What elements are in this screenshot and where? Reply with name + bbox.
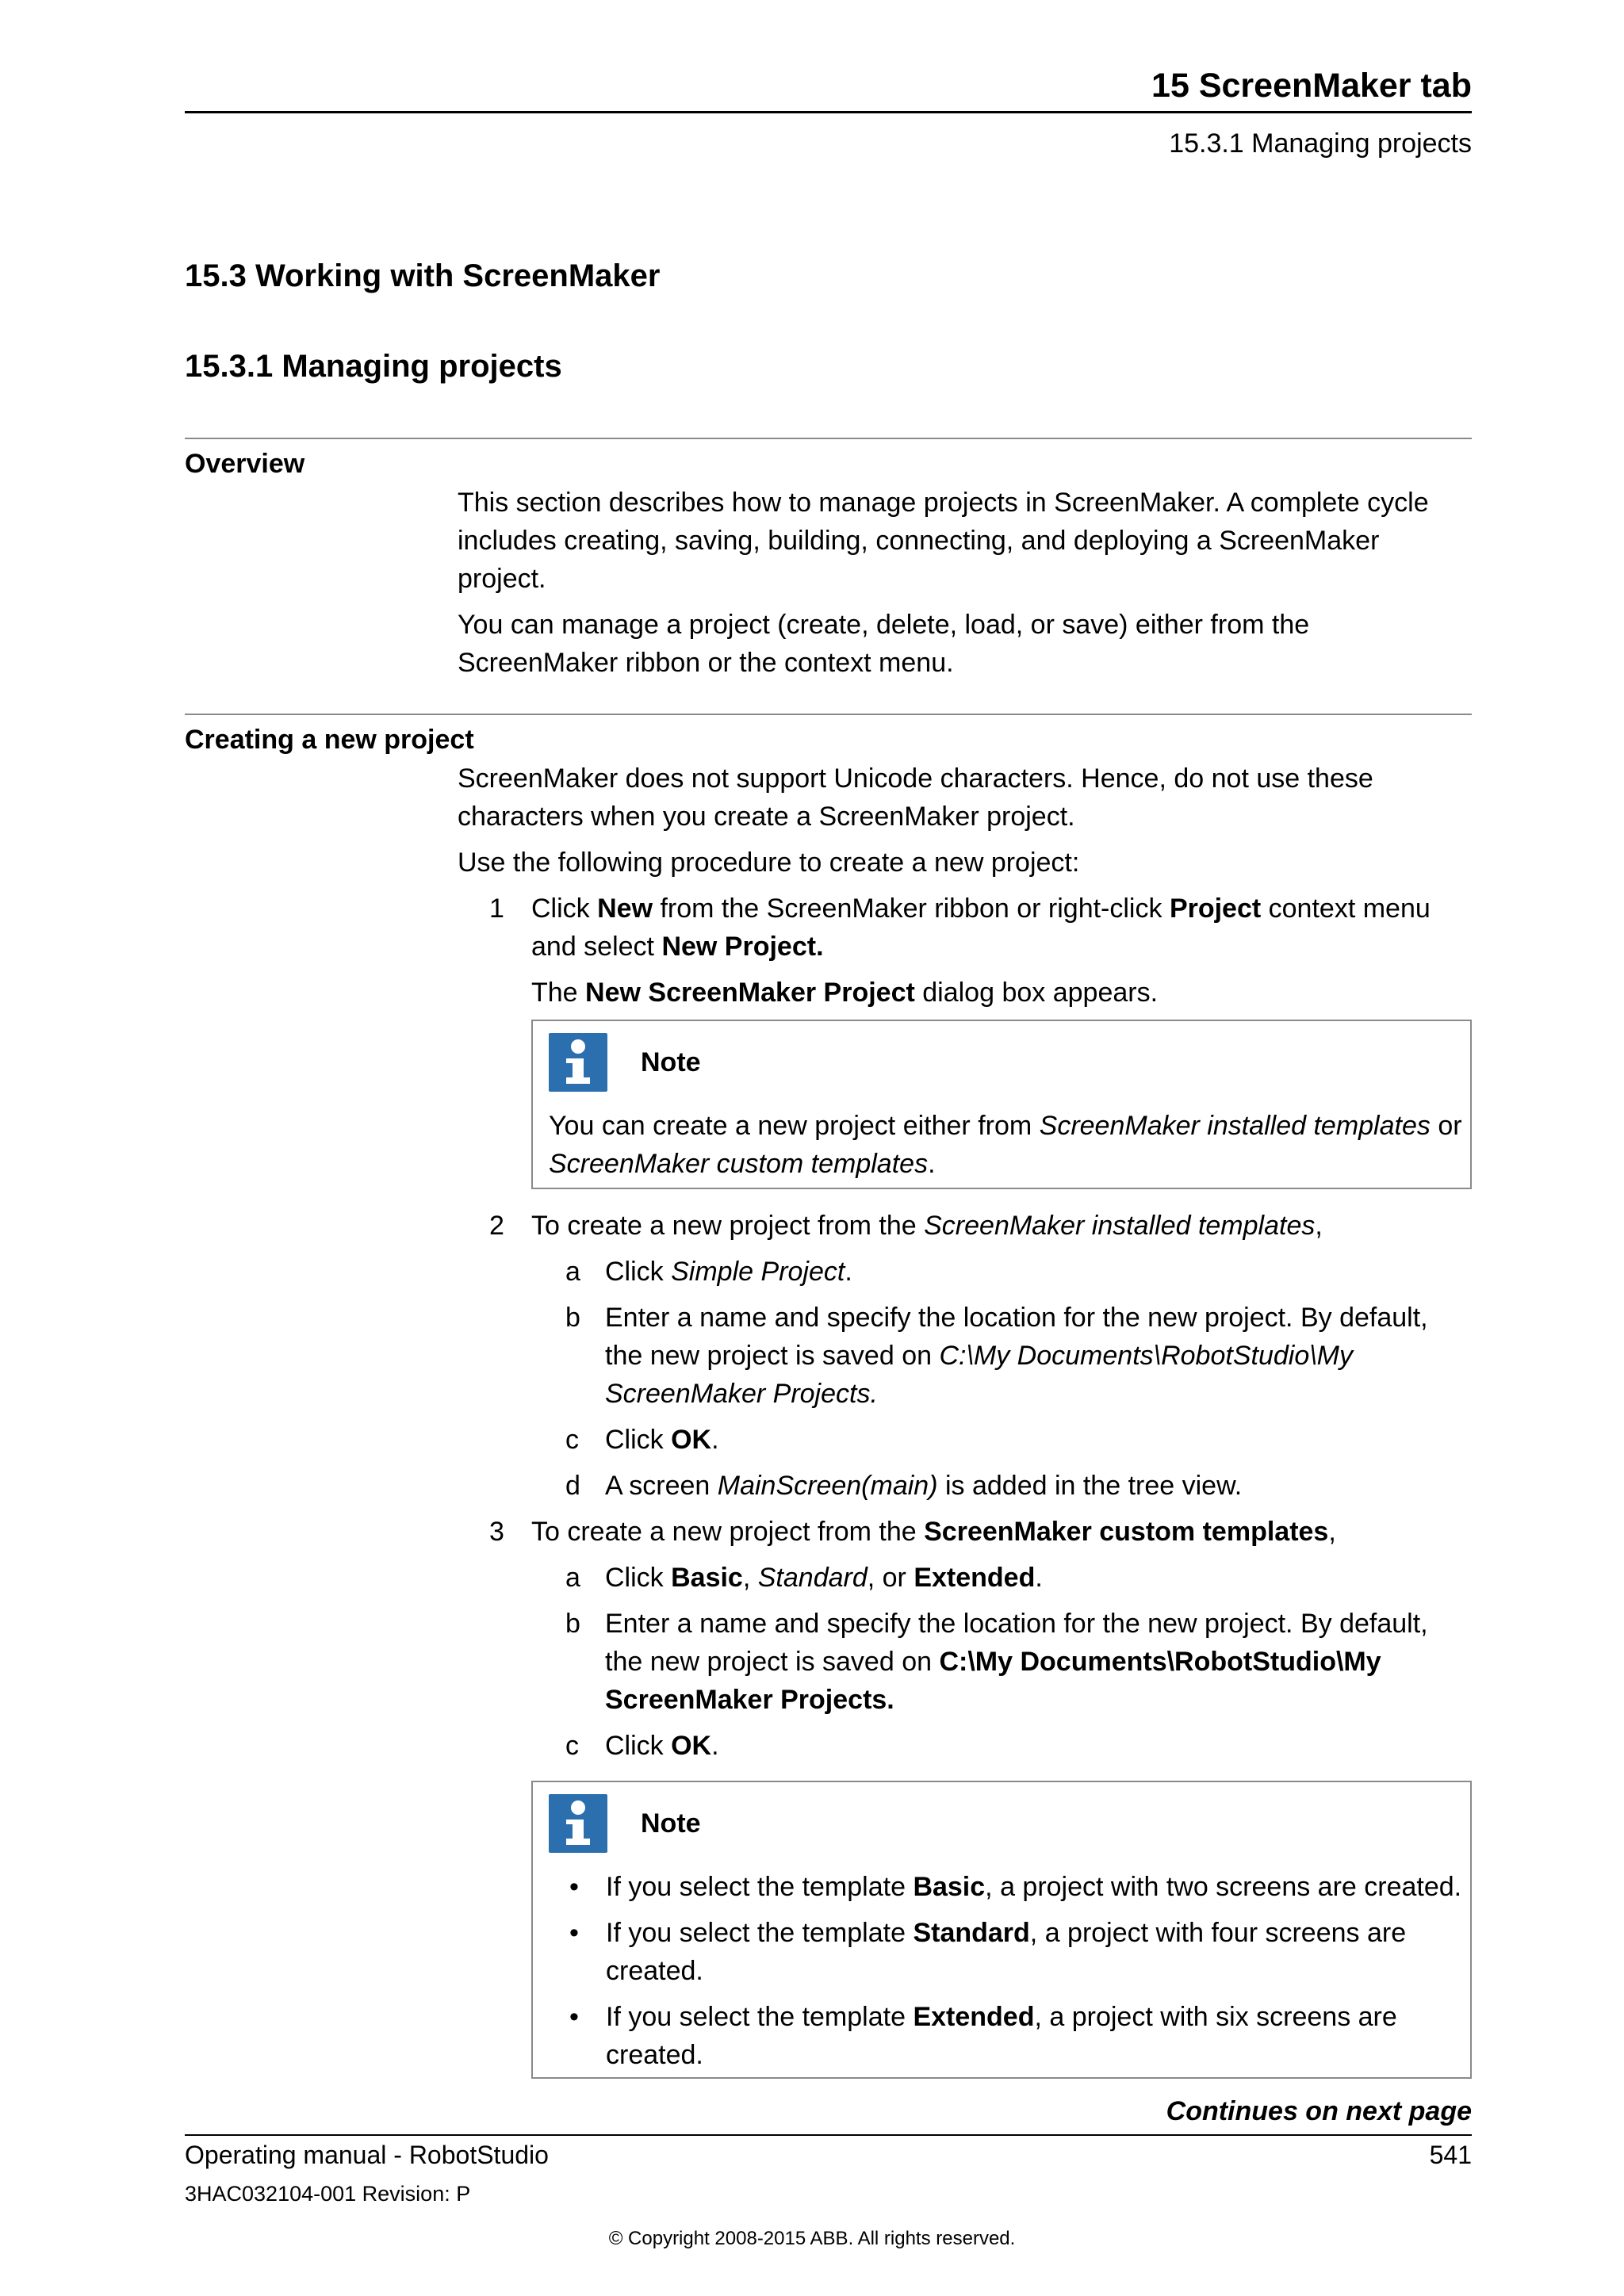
step-2d (458, 1467, 1472, 1505)
note-text-part: You can create a new project either from (549, 1111, 1040, 1141)
creating-body (458, 760, 1472, 2096)
substep-text: Enter a name and specify the location for the new project. By default, the new project is saved on (605, 1609, 1428, 1677)
note-box-1 (531, 1020, 1472, 1189)
note-bullet-item (549, 1914, 1462, 1990)
step-2c (458, 1421, 1472, 1459)
substep-text: Enter a name and specify the location for the new project. By default, the new project is saved on (605, 1303, 1428, 1371)
substep-letter: b (565, 1609, 580, 1639)
note-bullet-item (549, 1868, 1462, 1906)
overview-paragraph-1: This section describes how to manage projects in ScreenMaker. A complete cycle includes creating, saving, building, connecting, and deploying a ScreenMaker project. (458, 488, 1429, 594)
substep-italic: Standard (757, 1563, 868, 1593)
step-number: 3 (489, 1517, 504, 1547)
overview-paragraph-2: You can manage a project (create, delete, load, or save) either from the ScreenMaker ribbon or the context menu. (458, 610, 1310, 678)
note-italic: ScreenMaker installed templates (1039, 1111, 1431, 1141)
step-text: To create a new project from the (531, 1211, 925, 1241)
substep-text: . (711, 1425, 719, 1455)
step-2b (458, 1299, 1472, 1413)
bullet-text: If you select the template (606, 1872, 914, 1902)
note-italic: ScreenMaker custom templates (549, 1149, 929, 1179)
note-header (549, 1032, 1462, 1093)
substep-text: A screen (605, 1471, 718, 1501)
step-3 (458, 1513, 1472, 1551)
substep-text: , or (867, 1563, 914, 1593)
step-text: context menu and select (531, 894, 1431, 962)
substep-text: Click (605, 1257, 672, 1287)
bullet-text: If you select the template (606, 1918, 914, 1948)
substep-italic: C:\My Documents\RobotStudio\My ScreenMaker Projects. (605, 1341, 1353, 1409)
bullet-text: If you select the template (606, 2002, 914, 2032)
step-number: 2 (489, 1211, 504, 1241)
step-italic: ScreenMaker installed templates (924, 1211, 1316, 1241)
note-header (549, 1793, 1462, 1854)
step-text: Click (531, 894, 598, 924)
substep-bold: Extended (914, 1563, 1036, 1593)
step-bold: New ScreenMaker Project (585, 978, 915, 1008)
step-text: , (1315, 1211, 1323, 1241)
chapter-title: 15 ScreenMaker tab (1151, 67, 1472, 105)
note-label: Note (641, 1808, 701, 1839)
step-number: 1 (489, 894, 504, 924)
note-label: Note (641, 1047, 701, 1077)
substep-letter: a (565, 1563, 580, 1593)
bullet-dot: • (569, 2002, 579, 2032)
footer-rule (185, 2134, 1472, 2136)
step-bold: New Project. (661, 932, 824, 962)
page-number: 541 (1429, 2141, 1472, 2169)
creating-paragraph-2: Use the following procedure to create a new project: (458, 848, 1080, 878)
substep-text: , (742, 1563, 758, 1593)
substep-text: Click (605, 1425, 672, 1455)
step-2a (458, 1253, 1472, 1291)
step-bold: New (597, 894, 653, 924)
footer-manual-title: Operating manual - RobotStudio (185, 2141, 549, 2169)
step-2 (458, 1207, 1472, 1245)
substep-letter: a (565, 1257, 580, 1287)
section-reference: 15.3.1 Managing projects (1169, 128, 1472, 159)
heading-15-3: 15.3 Working with ScreenMaker (185, 258, 661, 293)
note-text (549, 1107, 1462, 1188)
substep-text: Click (605, 1563, 672, 1593)
note-bullet-item (549, 1998, 1462, 2074)
note-box-2 (531, 1781, 1472, 2079)
copyright: © Copyright 2008-2015 ABB. All rights reserved. (608, 2228, 1016, 2249)
bullet-text: , a project with two screens are created. (985, 1872, 1462, 1902)
overview-rule (185, 438, 1472, 439)
substep-text: . (845, 1257, 852, 1287)
overview-label: Overview (185, 449, 305, 479)
substep-bold: C:\My Documents\RobotStudio\My ScreenMaker Projects. (605, 1647, 1381, 1715)
header-rule (185, 111, 1472, 113)
bullet-bold: Basic (913, 1872, 986, 1902)
bullet-bold: Extended (913, 2002, 1035, 2032)
substep-letter: c (565, 1731, 579, 1761)
step-text: dialog box appears. (914, 978, 1159, 1008)
step-bold: ScreenMaker custom templates (924, 1517, 1329, 1547)
overview-body (458, 484, 1472, 690)
creating-paragraph-1: ScreenMaker does not support Unicode characters. Hence, do not use these characters when you create a ScreenMaker project. (458, 763, 1373, 832)
substep-letter: b (565, 1303, 580, 1333)
substep-text: . (711, 1731, 719, 1761)
footer-revision: 3HAC032104-001 Revision: P (185, 2182, 471, 2206)
creating-rule (185, 714, 1472, 715)
step-1 (458, 890, 1472, 966)
bullet-text: , a project with four screens are created. (606, 1918, 1407, 1986)
bullet-dot: • (569, 1872, 579, 1902)
step-bold: Project (1169, 894, 1262, 924)
note-text-part: . (928, 1149, 936, 1179)
continues-on-next-page: Continues on next page (1166, 2096, 1472, 2126)
bullet-text: , a project with six screens are created. (606, 2002, 1397, 2070)
bullet-dot: • (569, 1918, 579, 1948)
info-icon (549, 1033, 607, 1092)
substep-bold: OK (671, 1731, 712, 1761)
step-text: from the ScreenMaker ribbon or right-click (653, 894, 1170, 924)
step-1-result (458, 974, 1472, 1012)
step-text: The (531, 978, 586, 1008)
creating-label: Creating a new project (185, 725, 474, 755)
step-3c (458, 1727, 1472, 1765)
bullet-bold: Standard (913, 1918, 1030, 1948)
substep-letter: d (565, 1471, 580, 1501)
substep-text: is added in the tree view. (937, 1471, 1243, 1501)
heading-15-3-1: 15.3.1 Managing projects (185, 349, 562, 384)
substep-bold: OK (671, 1425, 712, 1455)
substep-italic: Simple Project (671, 1257, 845, 1287)
substep-letter: c (565, 1425, 579, 1455)
substep-bold: Basic (671, 1563, 743, 1593)
step-3a (458, 1559, 1472, 1597)
note-text-part: or (1430, 1111, 1462, 1141)
substep-text: Click (605, 1731, 672, 1761)
step-text: , (1328, 1517, 1336, 1547)
substep-text: . (1035, 1563, 1043, 1593)
substep-italic: MainScreen(main) (717, 1471, 938, 1501)
info-icon (549, 1794, 607, 1853)
step-text: To create a new project from the (531, 1517, 925, 1547)
step-3b (458, 1605, 1472, 1719)
